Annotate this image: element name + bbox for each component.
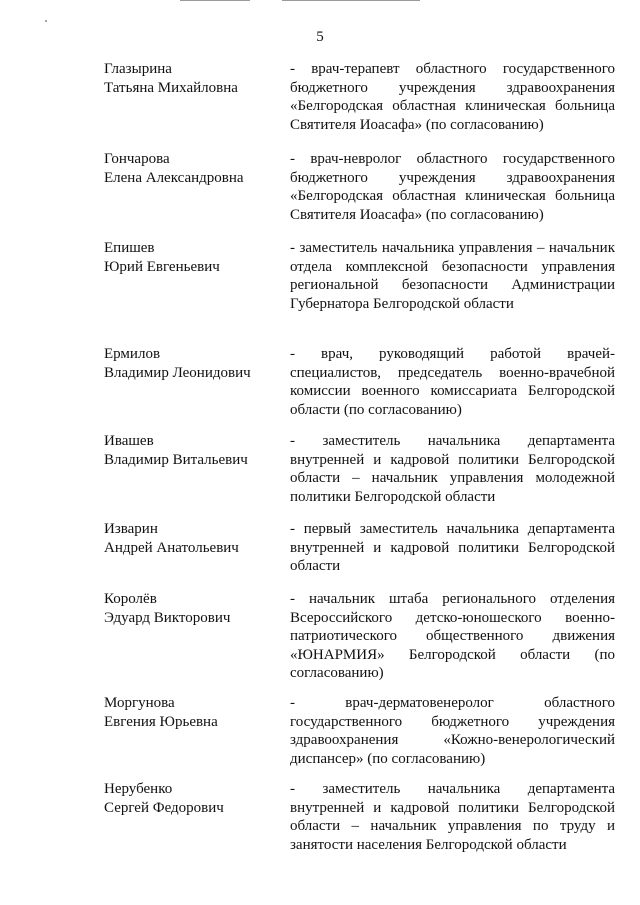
person-position: - врач, руководящий работой врачей-специалистов, председатель военно-врачебной комиссии военного комиссариата Белгородской области (по согласованию)	[290, 346, 615, 418]
scan-speck	[45, 20, 47, 22]
person-given-names: Эдуард Викторович	[104, 609, 231, 626]
person-name	[104, 345, 279, 382]
person-surname: Епишев	[104, 240, 155, 256]
person-name	[104, 432, 279, 469]
person-position: - врач-невролог областного государственного бюджетного учреждения здравоохранения «Белгородская областная клиническая больница Святителя Иоасафа» (по согласованию)	[290, 151, 615, 223]
person-position: - заместитель начальника департамента внутренней и кадровой политики Белгородской области – начальник управления молодежной политики Белгородской области	[290, 433, 615, 505]
person-position: - врач-терапевт областного государственного бюджетного учреждения здравоохранения «Белгородская областная клиническая больница Святителя Иоасафа» (по согласованию)	[290, 61, 615, 133]
person-given-names: Владимир Леонидович	[104, 364, 251, 381]
person-position: - начальник штаба регионального отделения Всероссийского детско-юношеского военно-патриотического общественного движения «ЮНАРМИЯ» Белгородской области (по согласованию)	[290, 591, 615, 681]
page-number: 5	[316, 29, 324, 45]
person-name	[104, 520, 279, 557]
person-name	[104, 150, 279, 187]
person-surname: Королёв	[104, 591, 157, 607]
person-given-names: Евгения Юрьевна	[104, 713, 218, 730]
person-surname: Моргунова	[104, 695, 175, 711]
person-surname: Ивашев	[104, 433, 154, 449]
person-given-names: Юрий Евгеньевич	[104, 258, 220, 275]
person-position: - врач-дерматовенеролог областного государственного бюджетного учреждения здравоохранения «Кожно-венерологический диспансер» (по согласованию)	[290, 695, 615, 767]
person-given-names: Владимир Витальевич	[104, 451, 248, 468]
person-name	[104, 60, 279, 97]
person-name	[104, 780, 279, 817]
person-position: - первый заместитель начальника департамента внутренней и кадровой политики Белгородской области	[290, 521, 615, 574]
person-given-names: Татьяна Михайловна	[104, 79, 238, 96]
person-given-names: Сергей Федорович	[104, 799, 224, 816]
top-edge-rule-right	[282, 0, 420, 1]
person-given-names: Елена Александровна	[104, 169, 244, 186]
person-surname: Нерубенко	[104, 781, 173, 797]
person-position: - заместитель начальника управления – начальник отдела комплексной безопасности управления региональной безопасности Администрации Губернатора Белгородской области	[290, 240, 615, 312]
person-surname: Изварин	[104, 521, 158, 537]
person-surname: Глазырина	[104, 61, 172, 77]
person-position: - заместитель начальника департамента внутренней и кадровой политики Белгородской области – начальник управления по труду и занятости населения Белгородской области	[290, 781, 615, 853]
person-name	[104, 239, 279, 276]
top-edge-rule-left	[180, 0, 250, 1]
person-surname: Ермилов	[104, 346, 161, 362]
person-name	[104, 694, 279, 731]
person-surname: Гончарова	[104, 151, 170, 167]
person-name	[104, 590, 279, 627]
person-given-names: Андрей Анатольевич	[104, 539, 239, 556]
